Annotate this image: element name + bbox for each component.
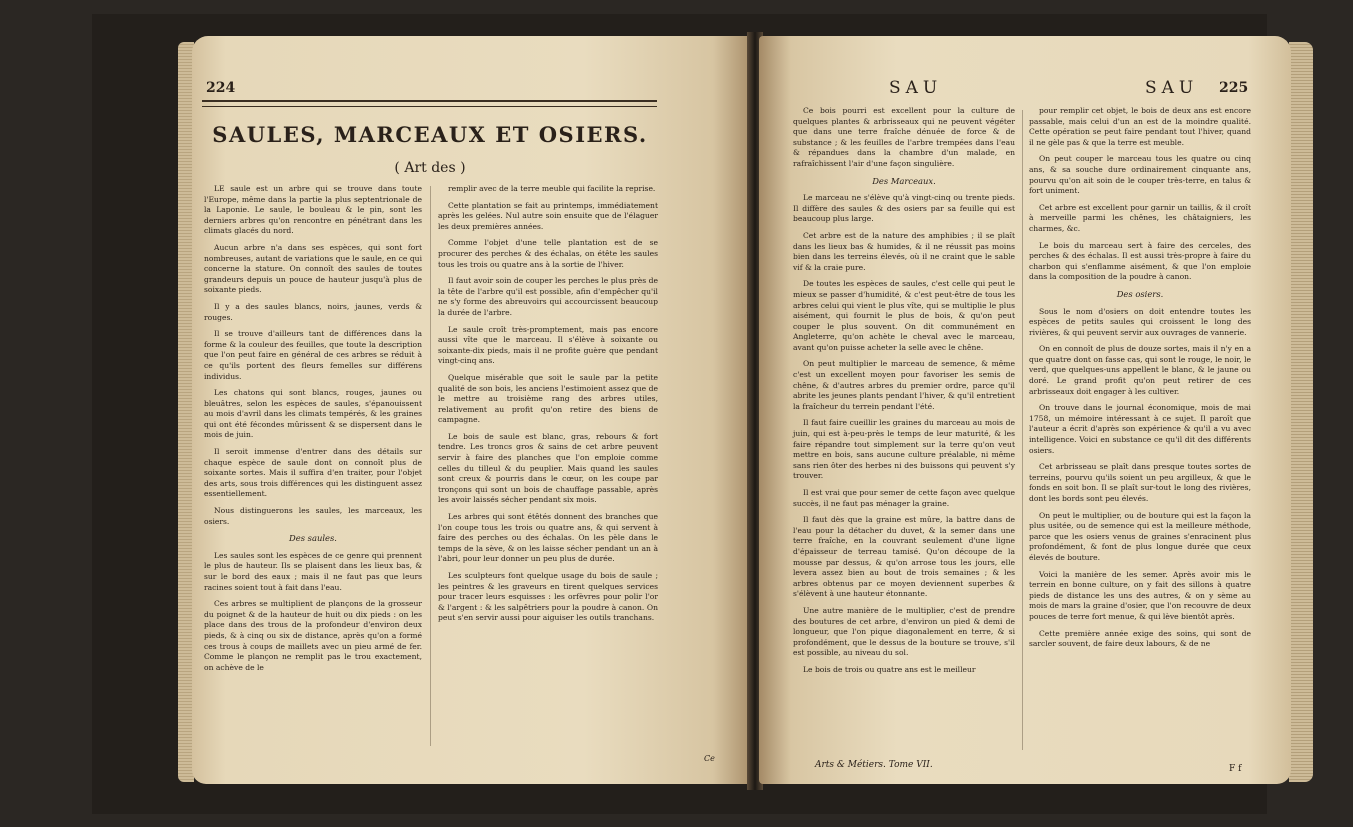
paragraph: Le bois de saule est blanc, gras, rebours & fort tendre. Les troncs gros & sains de cet arbre peuvent servir à faire des planches que l'on emploie comme celles du tilleul & du peuplier. Mais quand les saules sont creux & pourris dans le cœur, on les coupe par tronçons qui sont un bois de chauffage passable, après les avoir laissés sécher pendant six mois. [438, 431, 658, 505]
paragraph: Il faut dès que la graine est mûre, la battre dans de l'eau pour la détacher du duvet, & la semer dans une terre fraîche, en la couvrant seulement d'une ligne d'épaisseur de terreau tamisé. Qu'on découpe de la mousse par dessus, & qu'on arrose tous les jours, elle levera assez bien au bout de trois semaines ; & les arbres obtenus par ce moyen deviennent superbes & s'élèvent à une hauteur étonnante. [793, 515, 1015, 599]
paragraph: Il y a des saules blancs, noirs, jaunes, verds & rouges. [204, 301, 422, 322]
volume-signature: Arts & Métiers. Tome VII. [815, 760, 933, 770]
paragraph: Il seroit immense d'entrer dans des détails sur chaque espèce de saule dont on connoît plus de soixante sortes. Mais il suffira d'en traiter, pour l'objet des arts, sous trois différences qui les distinguent assez essentiellement. [204, 447, 422, 499]
page-number-right: 225 [1219, 80, 1249, 96]
paragraph: LE saule est un arbre qui se trouve dans toute l'Europe, même dans la partie la plus septentrionale de la Laponie. Le saule, le bouleau & le pin, sont les derniers arbres qu'on rencontre en pénétrant dans les climats glacés du nord. [204, 184, 422, 236]
column-divider [430, 186, 431, 746]
paragraph: Aucun arbre n'a dans ses espèces, qui sont fort nombreuses, autant de variations que le saule, en ce qui concerne la stature. On connoît des saules de toutes grandeurs depuis un pouce de hauteur jusqu'à plus de soixante pieds. [204, 242, 422, 295]
paragraph: Les arbres qui sont étêtés donnent des branches que l'on coupe tous les trois ou quatre ans, & qui servent à faire des perches ou des échalas. On les pèle dans le temps de la sève, & on les laisse sécher pendant un an à l'abri, pour leur donner un peu plus de durée. [438, 512, 658, 564]
paragraph: Cette première année exige des soins, qui sont de sarcler souvent, de faire deux labours, & de ne [1029, 628, 1251, 649]
gathering-mark: F f [1229, 764, 1242, 774]
paragraph: On en connoît de plus de douze sortes, mais il n'y en a que quatre dont on fasse cas, qui sont le rouge, le noir, le verd, que quelques-uns appellent le blanc, & le jaune ou doré. Le grand profit qu'on peut retirer de ces arbrisseaux doit engager à les cultiver. [1029, 344, 1251, 396]
paragraph: Comme l'objet d'une telle plantation est de se procurer des perches & des échalas, on étête les saules tous les trois ou quatre ans à la sortie de l'hiver. [438, 238, 658, 269]
paragraph: On trouve dans le journal économique, mois de mai 1758, un mémoire intéressant à ce sujet. Il paroît que l'auteur a écrit d'après son expérience & qu'il a vu avec intelligence. Voici en substance ce qu'il dit des différents osiers. [1029, 403, 1251, 455]
paragraph: On peut couper le marceau tous les quatre ou cinq ans, & sa souche dure ordinairement cinquante ans, pourvu qu'on ait soin de le couper très-terre, en talus & fort uniment. [1029, 154, 1251, 196]
paragraph: Les saules sont les espèces de ce genre qui prennent le plus de hauteur. Ils se plaisent dans les lieux bas, & sur le bord des eaux ; mais il ne faut pas que leurs racines soient tout à fait dans l'eau. [204, 550, 422, 592]
paragraph: On peut multiplier le marceau de semence, & même c'est un excellent moyen pour favoriser les semis de chêne, & d'autres arbres du premier ordre, parce qu'il abrite les jeunes plants pendant l'hiver, & qu'il entretient la fraîcheur du terrein pendant l'été. [793, 359, 1015, 411]
paragraph: Cet arbrisseau se plaît dans presque toutes sortes de terreins, pourvu qu'ils soient un peu argilleux, & que le fonds en soit bon. Il se plaît sur-tout le long des rivières, dont les bords sont peu élevés. [1029, 462, 1251, 503]
right-column-1 [793, 106, 1015, 682]
left-page [192, 36, 752, 784]
page-number-left: 224 [206, 80, 236, 96]
paragraph: Le bois de trois ou quatre ans est le meilleur [803, 664, 976, 674]
left-column-2 [438, 184, 658, 630]
paragraph: Cet arbre est de la nature des amphibies ; il se plaît dans les lieux bas & humides, & il ne réussit pas moins bien dans les terreins élevés, où il ne craint que le sable vif & la craie pure. [793, 230, 1015, 272]
right-column-2 [1029, 106, 1251, 656]
paragraph: Il faut faire cueillir les graines du marceau au mois de juin, qui est à-peu-près le temps de leur maturité, & les faire répandre tout simplement sur la terre qu'on veut mettre en bois, sans aucune culture préalable, ni même sans rien ôter des herbes ni des buissons qui peuvent s'y trouver. [793, 418, 1015, 481]
catchword: Ce [704, 754, 715, 763]
paragraph: pour remplir cet objet, le bois de deux ans est encore passable, mais celui d'un an est de la moindre qualité. Cette opération se peut faire pendant tout l'hiver, quand il ne gèle pas & que la terre est meuble. [1029, 106, 1251, 147]
section-heading-saules: Des saules. [289, 533, 337, 544]
paragraph: Nous distinguerons les saules, les marceaux, les osiers. [204, 506, 422, 526]
section-heading-osiers: Des osiers. [1116, 288, 1164, 299]
section-heading-marceaux: Des Marceaux. [872, 175, 936, 186]
paragraph: Il faut avoir soin de couper les perches le plus près de la tête de l'arbre qu'il est possible, afin d'empêcher qu'il ne s'y forme des abreuvoirs qui accourcissent beaucoup la durée de l'arbre. [438, 276, 658, 317]
paragraph: Les sculpteurs font quelque usage du bois de saule ; les peintres & les graveurs en tirent quelques services pour tracer leurs esquisses : les orfèvres pour polir l'or & l'argent : & les salpêtriers pour la poudre à canon. On peut s'en servir aussi pour aiguiser les outils tranchans. [438, 571, 658, 623]
paragraph: Il est vrai que pour semer de cette façon avec quelque succès, il ne faut pas ménager la graine. [793, 488, 1015, 508]
paragraph: Quelque misérable que soit le saule par la petite qualité de son bois, les anciens l'estimoient assez que de le mettre au troisième rang des arbres utiles, relativement au profit qu'on retire des biens de campagne. [438, 372, 658, 425]
paragraph: remplir avec de la terre meuble qui facilite la reprise. [448, 184, 656, 193]
paragraph: Il se trouve d'ailleurs tant de différences dans la forme & la couleur des feuilles, que toute la description que l'on peut faire en général de ces arbres se réduit à ce qu'ils portent des fleurs femelles sur différens individus. [204, 329, 422, 381]
paragraph: Le bois du marceau sert à faire des cerceles, des perches & des échalas. Il est aussi très-propre à faire du charbon qui s'enflamme aisément, & que l'on emploie dans la composition de la poudre à canon. [1029, 240, 1251, 282]
paragraph: Le saule croît très-promptement, mais pas encore aussi vîte que le marceau. Il s'élève à soixante ou soixante-dix pieds, mais il ne profite guère que pendant vingt-cinq ans. [438, 324, 658, 366]
paragraph: Les chatons qui sont blancs, rouges, jaunes ou bleuâtres, selon les espèces de saules, s'épanouissent au mois d'avril dans les climats tempérés, & les graines qui ont été fécondes mûrissent & se dispersent dans le mois de juin. [204, 388, 422, 440]
paragraph: On peut le multiplier, ou de bouture qui est la façon la plus usitée, ou de semence qui est la meilleure méthode, parce que les osiers venus de graines s'enracinent plus profondément, & font de plus longue durée que ceux élevés de bouture. [1029, 510, 1251, 562]
chapter-title: SAULES, MARCEAUX ET OSIERS. [212, 122, 648, 147]
right-page [759, 36, 1291, 784]
paragraph: Ce bois pourri est excellent pour la culture de quelques plantes & arbrisseaux qui ne peuvent végéter que dans une terre fraîche dénuée de force & de substance ; & les feuilles de l'arbre trempées dans l'eau & répandues dans la chambre d'un malade, en rafraîchissent l'air d'une façon singulière. [793, 106, 1015, 168]
paragraph: Voici la manière de les semer. Après avoir mis le terrein en bonne culture, on y fait des sillons à quatre pieds de distance les uns des autres, & on y sème au mois de mars la graine d'osier, que l'on recouvre de deux pouces de terre fort menue, & qui lève bientôt après. [1029, 569, 1251, 621]
running-head-left: SAU [889, 78, 943, 98]
running-head-right: SAU [1145, 78, 1199, 98]
paragraph: De toutes les espèces de saules, c'est celle qui peut le mieux se passer d'humidité, & c'est peut-être de tous les arbres celui qui vient le plus vîte, qui se multiplie le plus aisément, qui fournit le plus de bois, & qu'on peut couper le plus souvent. On dit communément en Angleterre, qu'on achète le cheval avec le marceau, avant qu'on puisse acheter la selle avec le chêne. [793, 279, 1015, 352]
header-rule [202, 100, 657, 107]
right-page-edges [1289, 42, 1313, 782]
paragraph: Une autre manière de le multiplier, c'est de prendre des boutures de cet arbre, d'environ un pied & demi de longueur, que l'on pique diagonalement en terre, & si profondément, que le dessus de la bouture se trouve, s'il est possible, au niveau du sol. [793, 605, 1015, 658]
paragraph: Le marceau ne s'élève qu'à vingt-cinq ou trente pieds. Il diffère des saules & des osiers par sa feuille qui est beaucoup plus large. [793, 193, 1015, 224]
chapter-subtitle: ( Art des ) [394, 160, 466, 176]
paragraph: Sous le nom d'osiers on doit entendre toutes les espèces de petits saules qui croissent le long des rivières, & qui peuvent servir aux ouvrages de vannerie. [1029, 306, 1251, 337]
paragraph: Cet arbre est excellent pour garnir un taillis, & il croît à merveille parmi les chênes, les châtaigniers, les charmes, &c. [1029, 202, 1251, 233]
left-column-1 [204, 184, 422, 679]
book-spread [92, 14, 1267, 814]
paragraph: Cette plantation se fait au printemps, immédiatement après les gelées. Nul autre soin ensuite que de l'élaguer les deux premières années. [438, 200, 658, 231]
column-divider [1022, 110, 1023, 750]
paragraph: Ces arbres se multiplient de plançons de la grosseur du poignet & de la hauteur de huit ou dix pieds : on les place dans des trous de la profondeur d'environ deux pieds, & à cinq ou six de distance, après qu'on a formé ces trous à coups de maillets avec un pieu armé de fer. Comme le plançon ne remplit pas le trou exactement, on achève de le [204, 599, 422, 672]
